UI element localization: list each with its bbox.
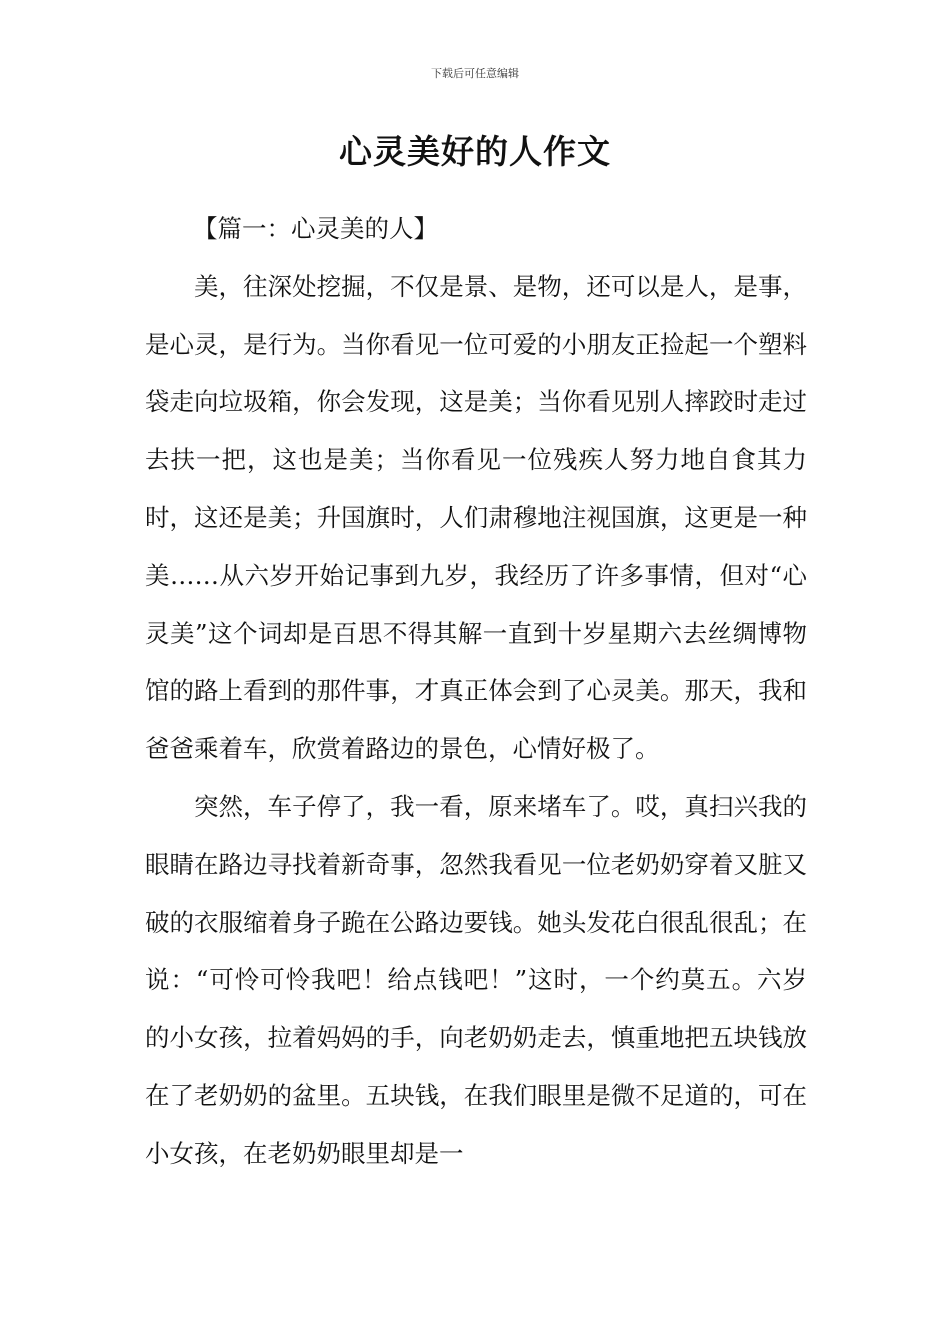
body-paragraph: 突然，车子停了，我一看，原来堵车了。哎，真扫兴我的眼睛在路边寻找着新奇事，忽然我看见一位老奶奶穿着又脏又破的衣服缩着身子跪在公路边要钱。她头发花白很乱很乱；在说：“可怜可怜我吧！给点钱吧！”这时，一个约莫五。六岁的小女孩，拉着妈妈的手，向老奶奶走去，慎重地把五块钱放在了老奶奶的盆里。五块钱，在我们眼里是微不足道的，可在小女孩，在老奶奶眼里却是一 (145, 791, 807, 1168)
document-body (145, 200, 807, 1183)
section-heading: 【篇一：心灵美的人】 (193, 214, 438, 243)
header-note: 下载后可任意编辑 (431, 67, 519, 80)
body-paragraph: 美，往深处挖掘，不仅是景、是物，还可以是人，是事，是心灵，是行为。当你看见一位可爱的小朋友正捡起一个塑料袋走向垃圾箱，你会发现，这是美；当你看见别人摔跤时走过去扶一把，这也是美；当你看见一位残疾人努力地自食其力时，这还是美；升国旗时，人们肃穆地注视国旗，这更是一种美……从六岁开始记事到九岁，我经历了许多事情，但对“心灵美”这个词却是百思不得其解一直到十岁星期六去丝绸博物馆的路上看到的那件事，才真正体会到了心灵美。那天，我和爸爸乘着车，欣赏着路边的景色，心情好极了。 (145, 271, 807, 764)
document-title: 心灵美好的人作文 (339, 132, 611, 171)
